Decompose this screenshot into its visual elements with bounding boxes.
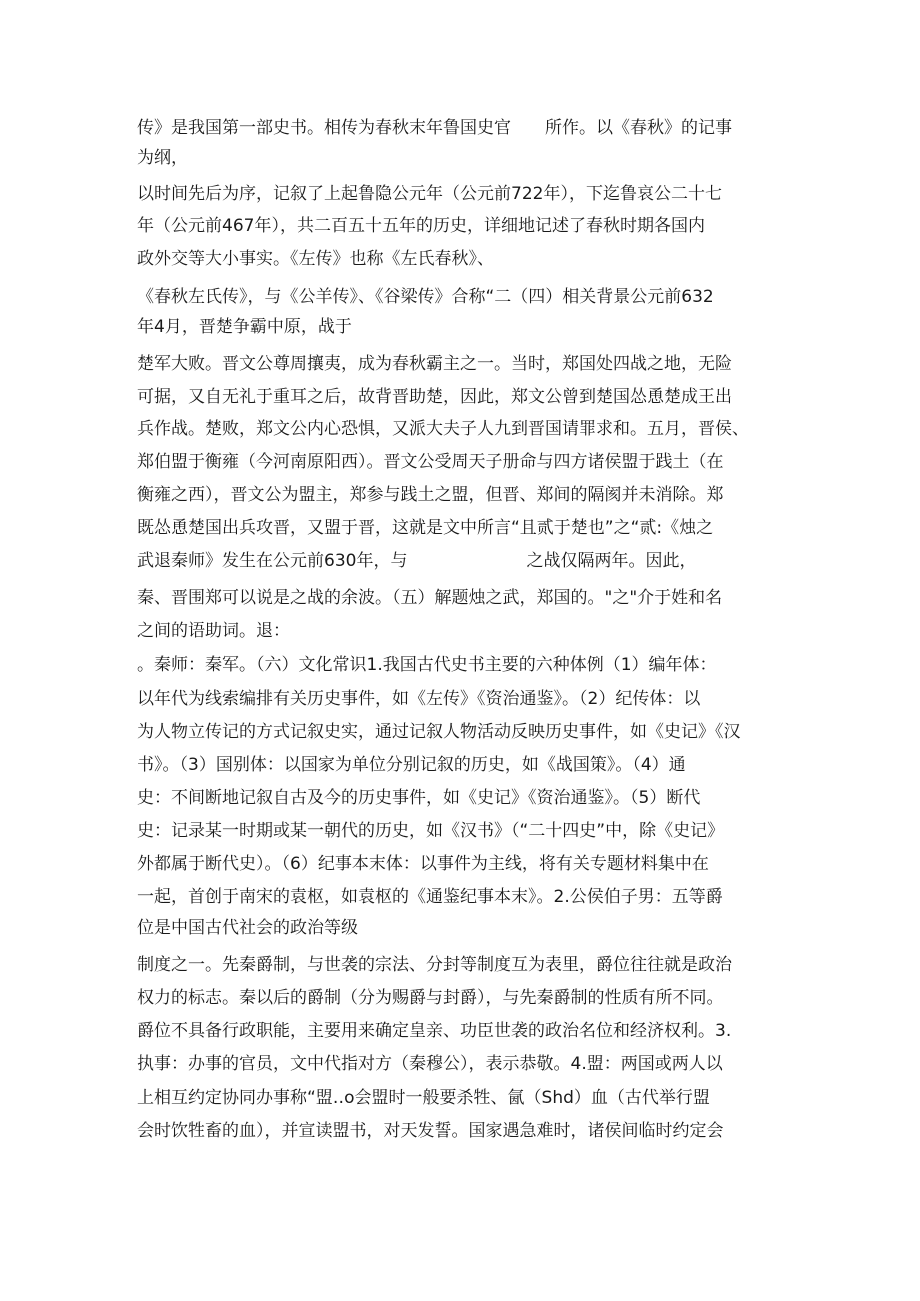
text-line-23: 外都属于断代史）。（6）纪事本末体：以事件为主线，将有关专题材料集中在 [137, 854, 709, 874]
text-line-17: 。秦师：秦军。（六）文化常识1.我国古代史书主要的六种体例（1）编年体： [137, 655, 717, 675]
text-line-20: 书》。（3）国别体：以国家为单位分别记叙的历史，如《战国策》。（4）通 [137, 755, 686, 775]
text-line-26: 制度之一。先秦爵制，与世袭的宗法、分封等制度互为表里，爵位往往就是政治 [137, 955, 732, 975]
text-line-27: 权力的标志。秦以后的爵制（分为赐爵与封爵），与先秦爵制的性质有所不同。 [137, 988, 724, 1008]
text-line-30: 上相互约定协同办事称“盟‥o会盟时一般要杀牲、氤（Shd）血（古代举行盟 [137, 1088, 710, 1108]
text-line-31: 会时饮牲畜的血），并宣读盟书，对天发誓。国家遇急难时，诸侯间临时约定会 [137, 1121, 724, 1141]
text-line-4: 年（公元前467年），共二百五十五年的历史，详细地记述了春秋时期各国内 [137, 216, 705, 236]
text-line-2: 为纲， [137, 148, 188, 168]
text-line-19: 为人物立传记的方式记叙史实，通过记叙人物活动反映历史事件，如《史记》《汉 [137, 722, 741, 742]
text-line-8: 楚军大败。晋文公尊周攘夷，成为春秋霸主之一。当时，郑国处四战之地，无险 [137, 354, 732, 374]
text-line-13: 既怂恿楚国出兵攻晋，又盟于晋，这就是文中所言“且贰于楚也”之“贰:《烛之 [137, 518, 714, 538]
text-line-3: 以时间先后为序，记叙了上起鲁隐公元年（公元前722年），下迄鲁哀公二十七 [137, 184, 722, 204]
text-line-18: 以年代为线索编排有关历史事件，如《左传》《资治通鉴》。（2）纪传体：以 [137, 689, 701, 709]
text-line-16: 之间的语助词。退： [137, 621, 290, 641]
text-line-21: 史：不间断地记叙自古及今的历史事件，如《史记》《资治通鉴》。（5）断代 [137, 788, 701, 808]
text-line-7: 年4月，晋楚争霸中原，战于 [137, 317, 352, 337]
text-line-1: 传》是我国第一部史书。相传为春秋末年鲁国史官 所作。以《春秋》的记事 [137, 118, 732, 138]
text-line-11: 郑伯盟于衡雍（今河南原阳西）。晋文公受周天子册命与四方诸侯盟于践土（在 [137, 452, 724, 472]
text-line-14: 武退秦师》发生在公元前630年，与 之战仅隔两年。因此， [137, 551, 697, 571]
text-line-10: 兵作战。楚败，郑文公内心恐惧，又派大夫子人九到晋国请罪求和。五月，晋侯、 [137, 419, 749, 439]
text-line-28: 爵位不具备行政职能，主要用来确定皇亲、功臣世袭的政治名位和经济权利。3. [137, 1021, 732, 1041]
text-line-9: 可据，又自无礼于重耳之后，故背晋助楚，因此，郑文公曾到楚国怂恿楚成王出 [137, 387, 732, 407]
text-line-25: 位是中国古代社会的政治等级 [137, 918, 358, 938]
text-line-24: 一起，首创于南宋的袁枢，如袁枢的《通鉴纪事本末》。2.公侯伯子男：五等爵 [137, 887, 723, 907]
text-line-22: 史：记录某一时期或某一朝代的历史，如《汉书》（“二十四史”中，除《史记》 [137, 821, 725, 841]
text-line-29: 执事：办事的官员，文中代指对方（秦穆公），表示恭敬。4.盟：两国或两人以 [137, 1054, 723, 1074]
text-line-12: 衡雍之西），晋文公为盟主，郑参与践土之盟，但晋、郑间的隔阂并未消除。郑 [137, 485, 724, 505]
text-line-5: 政外交等大小事实。《左传》也称《左氏春秋》、 [137, 249, 494, 269]
text-line-15: 秦、晋围郑可以说是之战的余波。（五）解题烛之武，郑国的。"之"介于姓和名 [137, 588, 723, 608]
text-line-6: 《春秋左氏传》，与《公羊传》、《谷梁传》合称“二（四）相关背景公元前632 [137, 287, 714, 307]
